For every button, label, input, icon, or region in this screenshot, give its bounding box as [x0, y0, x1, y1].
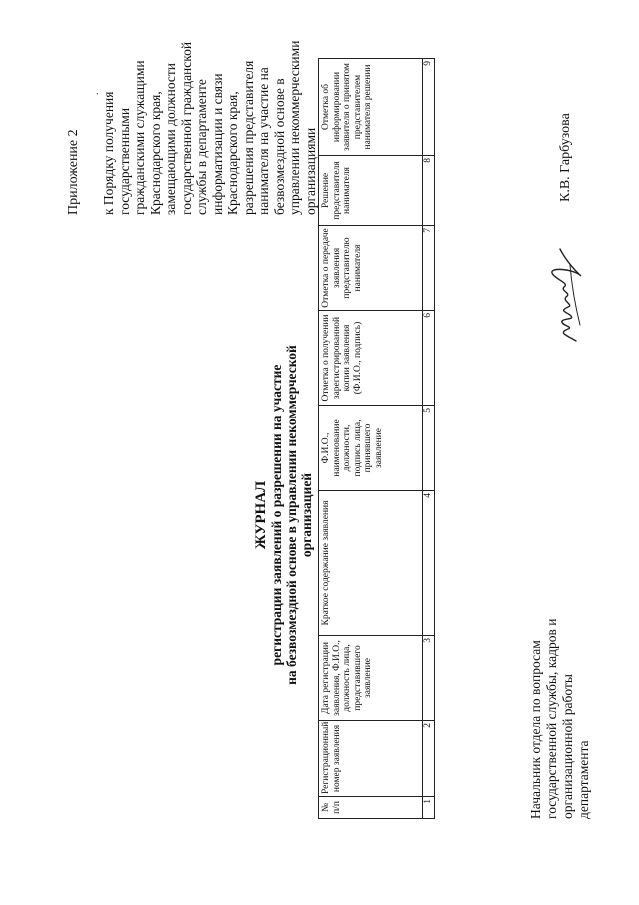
header-cell: Отметка о передаче заявления представителю нанимателя: [319, 226, 423, 311]
header-cell: Отметка о получении зарегистрированной копии заявления (Ф.И.О., подпись): [319, 311, 423, 406]
journal-subtitle-1: регистрации заявлений о разрешении на участие: [269, 364, 284, 666]
journal-title: ЖУРНАЛ: [253, 480, 269, 550]
signer-name: К.В. Гарбузова: [558, 113, 573, 202]
header-cell: Решение представителя нанимателя: [319, 156, 423, 226]
table-header-row: [319, 59, 423, 819]
journal-table: [318, 58, 435, 819]
journal-subtitle-2: на безвозмездной основе в управлении некоммерческой организацией: [284, 345, 314, 685]
number-cell: 2: [423, 721, 435, 797]
header-cell: № п/п: [319, 797, 423, 819]
header-cell: Дата регистрации заявления, Ф.И.О., должность лица, представившего заявление: [319, 636, 423, 721]
header-cell: Ф.И.О., наименование должности, подпись лица, принявшего заявление: [319, 406, 423, 491]
number-cell: 1: [423, 797, 435, 819]
number-cell: 7: [423, 226, 435, 311]
number-cell: 3: [423, 636, 435, 721]
number-cell: 4: [423, 491, 435, 636]
table-number-row: [423, 59, 435, 819]
stray-dot: .: [90, 92, 101, 95]
header-cell: Отметка об информировании заявителя о принятом представителем нанимателя решении: [319, 59, 423, 156]
number-cell: 6: [423, 311, 435, 406]
journal-heading: [253, 305, 314, 725]
appendix-text: к Порядку получения государственными гражданскими служащими Краснодарского края, замещающими должности государственной гражданской службы в департаменте информатизации и связи Краснодарского края, разрешения представителя нанимателя на участие на безвозмездной основе в управлении некоммерческими организациями: [101, 40, 318, 215]
appendix-title: Приложение 2: [66, 129, 81, 215]
signatory-position: Начальник отдела по вопросам государственной службы, кадров и организационной работы департамента: [528, 618, 591, 819]
number-cell: 8: [423, 156, 435, 226]
signature-icon: [546, 245, 586, 345]
number-cell: 9: [423, 59, 435, 156]
header-cell: Краткое содержание заявления: [319, 491, 423, 636]
header-cell: Регистрационный номер заявления: [319, 721, 423, 797]
number-cell: 5: [423, 406, 435, 491]
